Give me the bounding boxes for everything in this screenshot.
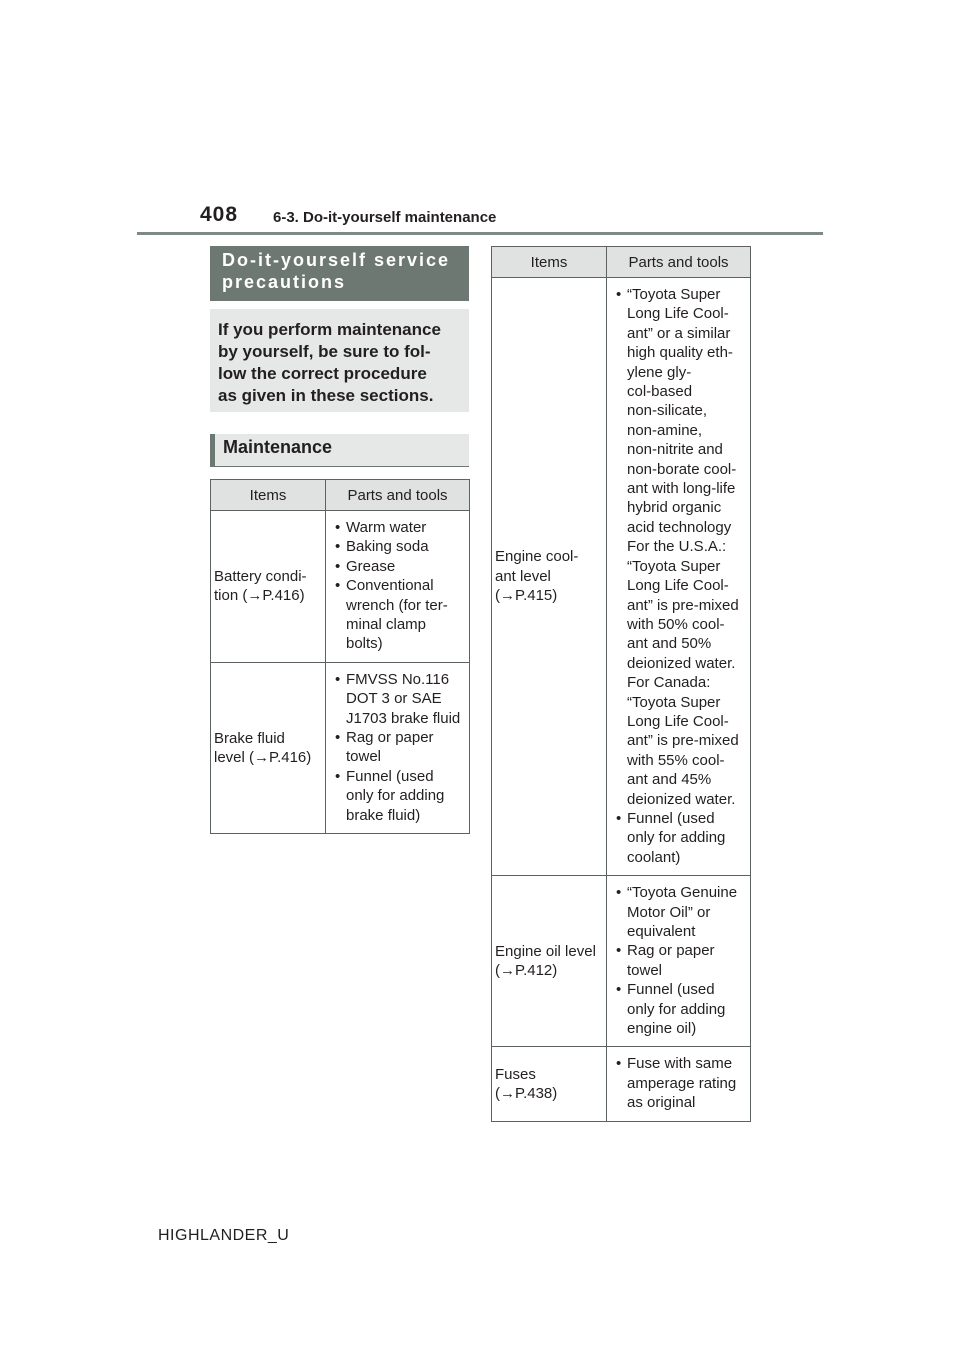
precautions-heading-line: Do-it-yourself service	[222, 250, 451, 270]
tool-text-line: non-amine,	[627, 421, 703, 439]
precautions-heading	[210, 246, 469, 301]
tool-text-line: high quality eth-	[627, 344, 733, 362]
tool-text-line: “Toyota Super	[627, 693, 721, 711]
parts-cell	[607, 1047, 751, 1121]
tool-text-line: “Toyota Genuine	[627, 884, 738, 902]
tool-list-item	[328, 557, 466, 576]
tool-text-line: “Toyota Super	[627, 286, 721, 303]
maintenance-table-right	[491, 246, 751, 1122]
parts-column-header: Parts and tools	[326, 480, 470, 511]
tool-text-line: hybrid organic	[627, 499, 722, 517]
item-line: Fuses	[495, 1065, 536, 1083]
tool-text-line: Long Life Cool-	[627, 712, 729, 730]
tool-text-line: For the U.S.A.:	[627, 538, 727, 556]
table-row	[211, 662, 470, 833]
tool-text-line: ant with long-life	[627, 480, 736, 498]
tool-text-line: minal clamp	[346, 616, 427, 634]
tool-list-item	[328, 518, 466, 537]
tool-text-line: acid technology	[627, 518, 732, 536]
tool-text-line: Fuse with same	[627, 1055, 733, 1073]
item-cell	[492, 278, 607, 876]
item-line: tion (→P.416)	[214, 587, 305, 605]
tool-text-line: Long Life Cool-	[627, 305, 729, 323]
tool-text-line: only for adding	[627, 1000, 726, 1018]
tool-list-item	[609, 285, 747, 809]
tool-text-line: bolts)	[346, 635, 383, 653]
item-cell	[211, 511, 326, 663]
tool-text-line: Conventional	[346, 577, 434, 595]
table-row	[211, 511, 470, 663]
table-row	[492, 278, 751, 876]
tool-list-item	[609, 941, 747, 980]
item-line: (→P.412)	[495, 962, 558, 980]
tool-text-line: Long Life Cool-	[627, 577, 729, 595]
tool-text-line: coolant)	[627, 848, 681, 866]
tool-text-line: equivalent	[627, 923, 696, 940]
tool-list-item	[609, 980, 747, 1038]
tool-text-line: deionized water.	[627, 790, 736, 808]
tool-text-line: Rag or paper	[346, 729, 434, 747]
item-cell	[211, 662, 326, 833]
tools-list	[609, 1054, 747, 1112]
item-cell	[492, 876, 607, 1047]
item-line: Engine oil level	[495, 942, 596, 960]
tool-text-line: Warm water	[346, 519, 427, 536]
tool-list-item	[328, 670, 466, 728]
tool-list-item	[328, 537, 466, 556]
tool-text-line: only for adding	[346, 787, 445, 805]
tool-text-line: ant and 50%	[627, 635, 712, 653]
tool-list-item	[328, 767, 466, 825]
tool-text-line: amperage rating	[627, 1074, 737, 1092]
footer-model: HIGHLANDER_U	[158, 1227, 290, 1244]
tool-text-line: ant and 45%	[627, 771, 712, 789]
items-column-header: Items	[211, 480, 326, 511]
tool-text-line: non-nitrite and	[627, 441, 723, 459]
item-cell	[492, 1047, 607, 1121]
item-line: Engine cool-	[495, 548, 579, 566]
tool-text-line: FMVSS No.116	[346, 670, 450, 688]
item-line: (→P.438)	[495, 1085, 558, 1103]
item-line: Brake fluid	[214, 729, 285, 747]
parts-cell	[607, 876, 751, 1047]
maintenance-heading: Maintenance	[210, 434, 469, 467]
header-divider	[137, 232, 823, 235]
tool-text-line: DOT 3 or SAE	[346, 690, 442, 708]
tool-text-line: engine oil)	[627, 1020, 697, 1038]
intro-line: by yourself, be sure to fol-	[218, 342, 431, 361]
tools-list	[328, 670, 466, 825]
parts-cell	[607, 278, 751, 876]
tool-list-item	[609, 883, 747, 941]
tool-list-item	[328, 728, 466, 767]
intro-note	[210, 309, 469, 412]
tool-text-line: with 55% cool-	[627, 751, 725, 769]
tool-text-line: brake fluid)	[346, 806, 421, 824]
tool-text-line: J1703 brake fluid	[346, 709, 461, 727]
items-column-header: Items	[492, 247, 607, 278]
section-title: 6-3. Do-it-yourself maintenance	[273, 209, 497, 226]
tool-text-line: wrench (for ter-	[346, 596, 448, 614]
tool-text-line: with 50% cool-	[627, 615, 725, 633]
table-header-row	[492, 247, 751, 278]
tools-list	[609, 883, 747, 1038]
parts-cell	[326, 511, 470, 663]
tool-text-line: ant” or a similar	[627, 324, 731, 342]
parts-column-header: Parts and tools	[607, 247, 751, 278]
tool-text-line: Funnel (used	[627, 981, 715, 999]
page-number: 408	[200, 203, 239, 226]
tool-list-item	[328, 576, 466, 654]
item-line: level (→P.416)	[214, 748, 312, 766]
item-line: ant level	[495, 567, 551, 585]
tool-text-line: as original	[627, 1094, 696, 1112]
tool-text-line: For Canada:	[627, 674, 711, 692]
precautions-heading-line: precautions	[222, 272, 347, 292]
item-line: (→P.415)	[495, 587, 558, 605]
tool-text-line: Funnel (used	[346, 767, 434, 785]
tool-list-item	[609, 809, 747, 867]
tools-list	[609, 285, 747, 867]
tool-text-line: ant” is pre-mixed	[627, 596, 739, 614]
item-line: Battery condi-	[214, 568, 307, 586]
tool-list-item	[609, 1054, 747, 1112]
table-row	[492, 1047, 751, 1121]
tool-text-line: ylene gly-	[627, 363, 692, 381]
tool-text-line: towel	[346, 748, 382, 766]
tool-text-line: only for adding	[627, 829, 726, 847]
intro-line: low the correct procedure	[218, 364, 427, 383]
tool-text-line: Baking soda	[346, 538, 429, 556]
table-header-row	[211, 480, 470, 511]
intro-line: If you perform maintenance	[218, 320, 441, 339]
tool-text-line: Funnel (used	[627, 809, 715, 827]
tool-text-line: Motor Oil” or	[627, 903, 711, 921]
maintenance-table-left	[210, 479, 470, 834]
tool-text-line: “Toyota Super	[627, 557, 721, 575]
tool-text-line: Rag or paper	[627, 942, 715, 960]
tool-text-line: deionized water.	[627, 654, 736, 672]
tool-text-line: non-silicate,	[627, 402, 708, 420]
tool-text-line: ant” is pre-mixed	[627, 732, 739, 750]
parts-cell	[326, 662, 470, 833]
table-row	[492, 876, 751, 1047]
tools-list	[328, 518, 466, 654]
tool-text-line: non-borate cool-	[627, 460, 737, 478]
tool-text-line: col-based	[627, 383, 693, 401]
tool-text-line: Grease	[346, 557, 396, 575]
tool-text-line: towel	[627, 961, 663, 979]
intro-line: as given in these sections.	[218, 386, 434, 405]
